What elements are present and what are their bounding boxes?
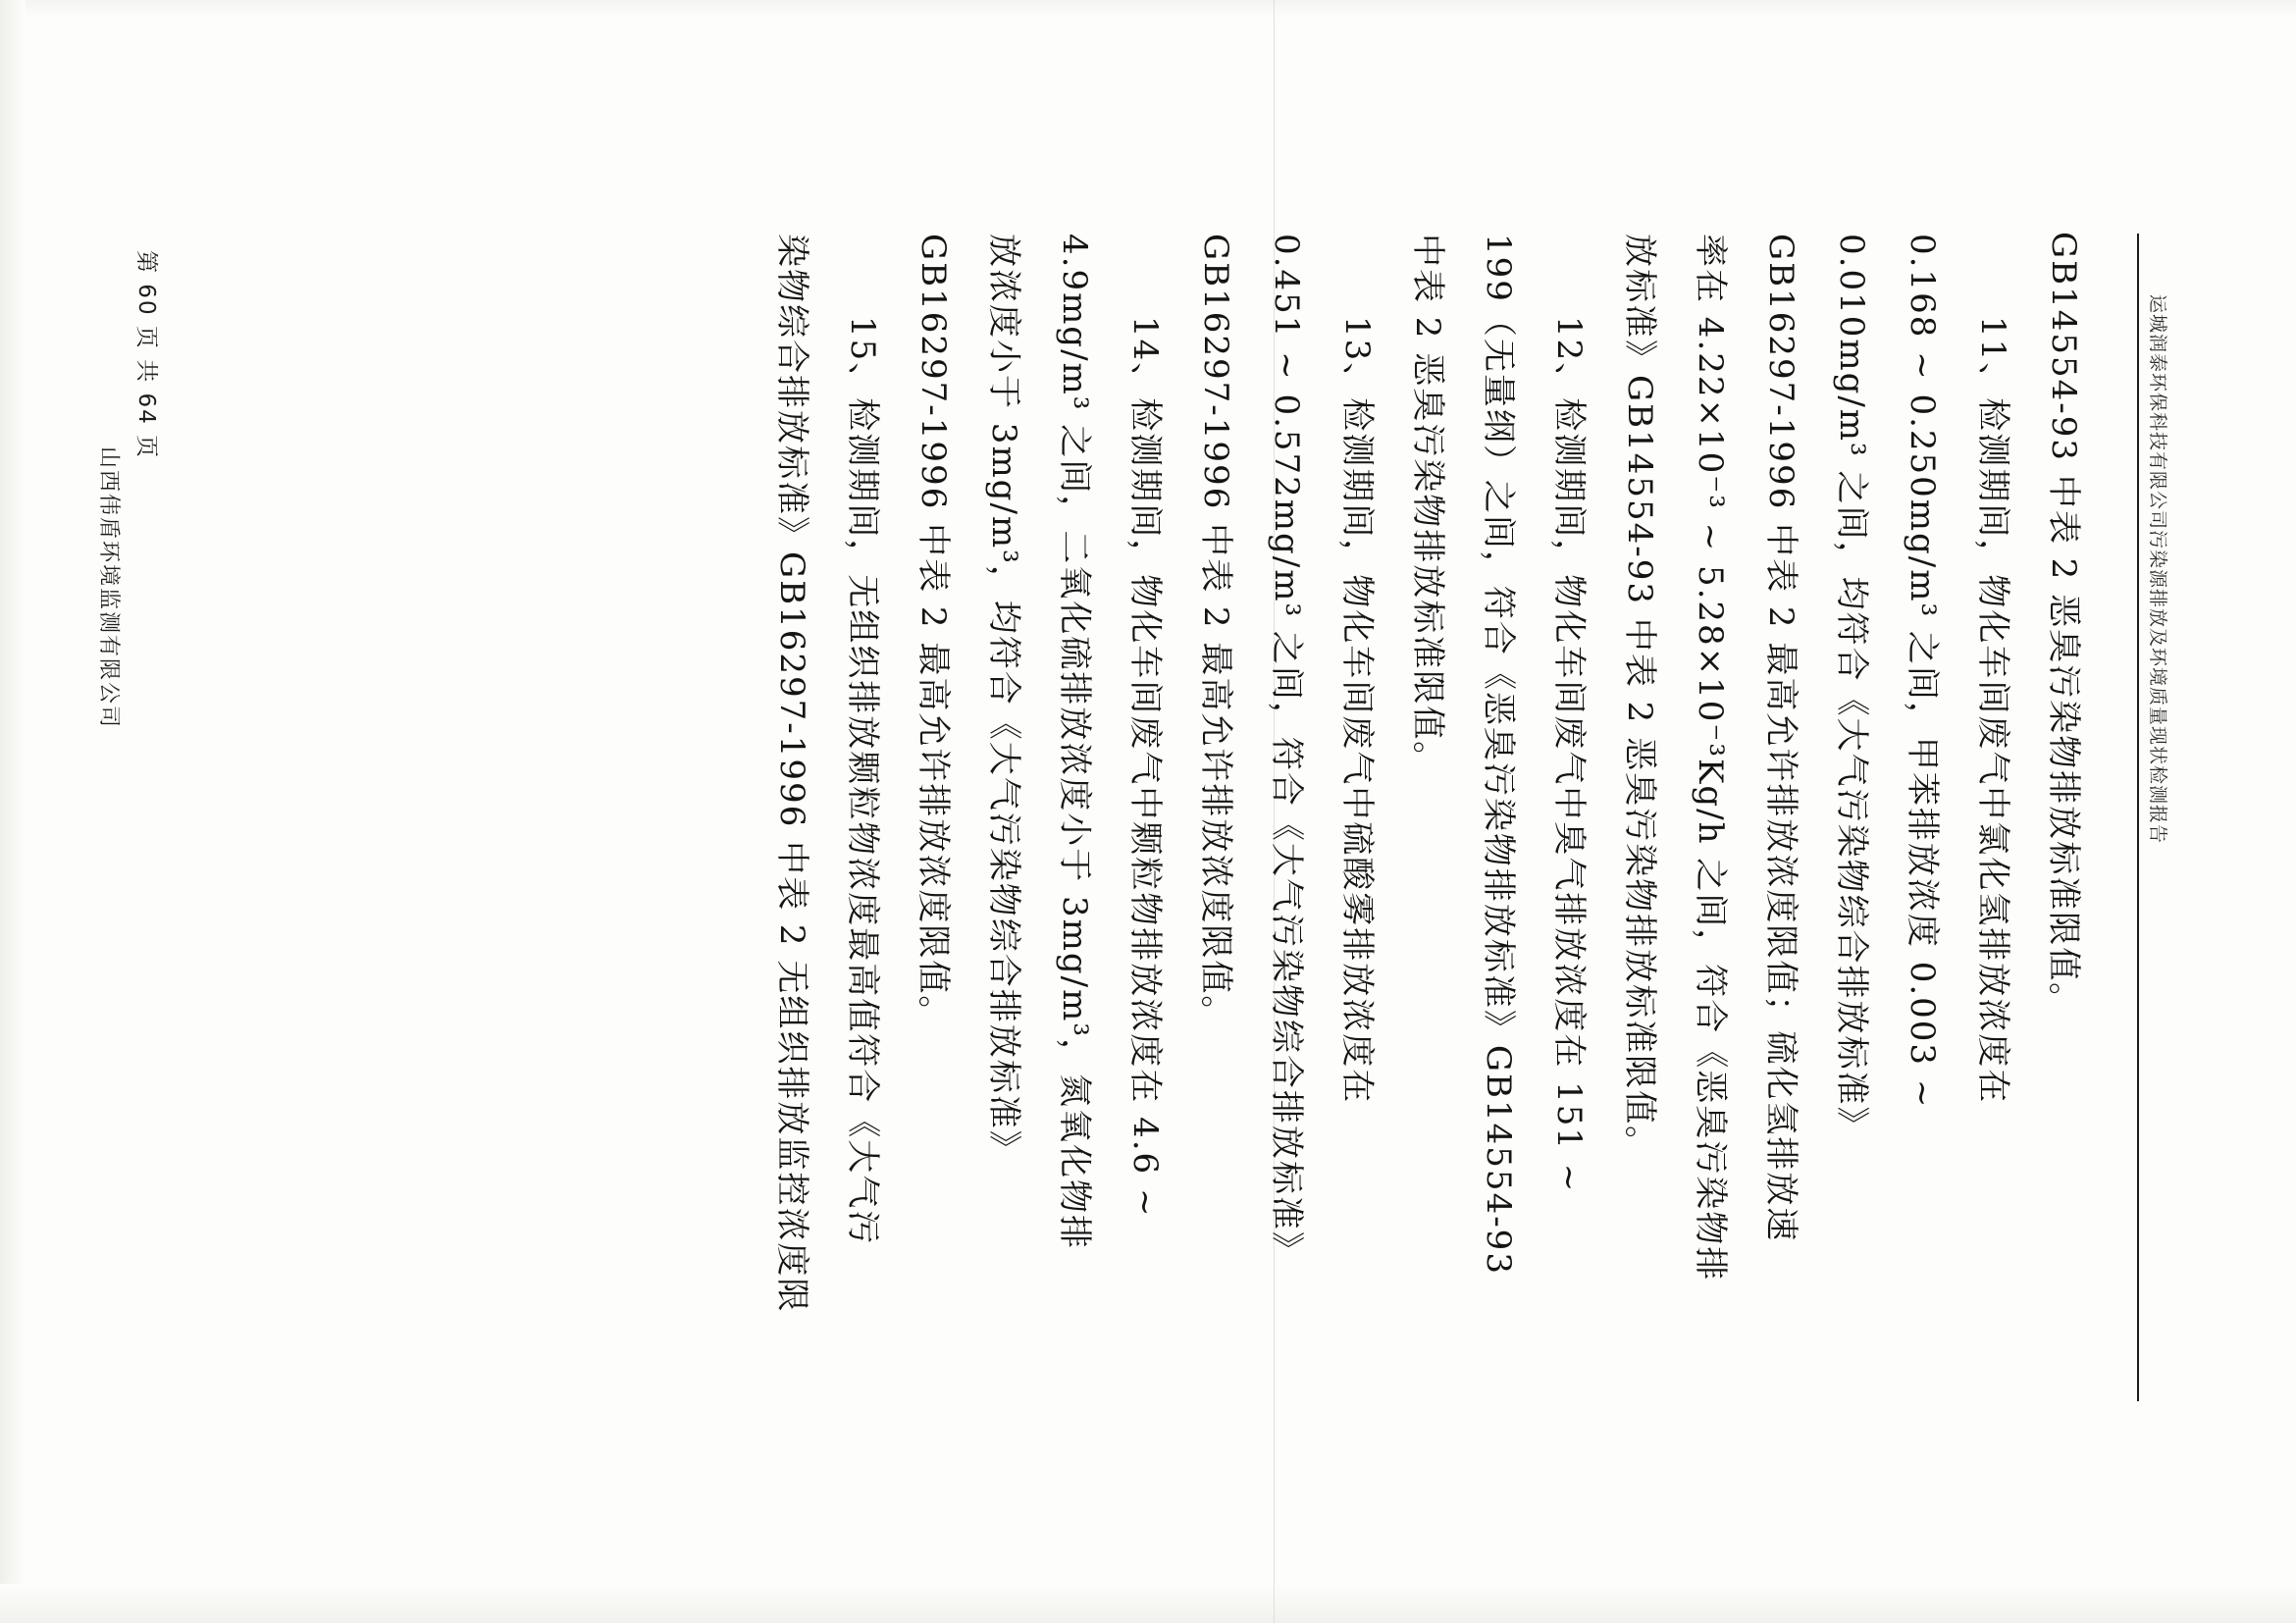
body-line-12: 0.451 ~ 0.572mg/m³ 之间，符合《大气污染物综合排放标准》 (1267, 234, 1306, 1267)
body-line-15: 4.9mg/m³ 之间，二氧化硫排放浓度小于 3mg/m³，氮氧化物排 (1055, 234, 1094, 1250)
scan-edge-left (0, 0, 26, 1623)
body-line-13: GB16297-1996 中表 2 最高允许排放浓度限值。 (1196, 234, 1235, 1031)
page-number: 第 60 页 共 64 页 (133, 250, 159, 460)
scan-edge-bottom (0, 1584, 2296, 1623)
header-rule (2137, 234, 2139, 1401)
body-line-10: 中表 2 恶臭污染物排放标准限值。 (1408, 234, 1447, 777)
body-line-3: 0.168 ~ 0.250mg/m³ 之间，甲苯排放浓度 0.003 ~ (1903, 234, 1942, 1110)
body-line-7: 放标准》GB14554-93 中表 2 恶臭污染物排放标准限值。 (1620, 234, 1659, 1162)
footer-company-name: 山西伟盾环境监测有限公司 (96, 446, 121, 730)
body-line-16: 放浓度小于 3mg/m³，均符合《大气污染物综合排放标准》 (984, 234, 1023, 1166)
body-line-11: 13、检测期间，物化车间废气中硫酸雾排放浓度在 (1337, 316, 1377, 1105)
body-line-2: 11、检测期间，物化车间废气中氯化氢排放浓度在 (1973, 316, 2012, 1105)
body-line-5: GB16297-1996 中表 2 最高允许排放浓度限值；硫化氢排放速 (1761, 234, 1800, 1243)
running-header: 运城润泰环保科技有限公司污染源排放及环境质量现状检测报告 (2147, 294, 2168, 845)
body-line-18: 15、检测期间，无组织排放颗粒物浓度最高值符合《大气污 (843, 316, 882, 1246)
body-line-14: 14、检测期间，物化车间废气中颗粒物排放浓度在 4.6 ~ (1125, 316, 1165, 1219)
body-line-4: 0.010mg/m³ 之间，均符合《大气污染物综合排放标准》 (1832, 234, 1871, 1142)
scan-edge-top (0, 0, 2296, 18)
body-line-17: GB16297-1996 中表 2 最高允许排放浓度限值。 (913, 234, 953, 1031)
body-line-19: 染物综合排放标准》GB16297-1996 中表 2 无组织排放监控浓度限 (772, 234, 811, 1314)
body-line-9: 199（无量纲）之间，符合《恶臭污染物排放标准》GB14554-93 (1479, 234, 1518, 1276)
body-line-1: GB14554-93 中表 2 恶臭污染物排放标准限值。 (2044, 232, 2083, 1019)
body-line-8: 12、检测期间，物化车间废气中臭气排放浓度在 151 ~ (1549, 316, 1589, 1194)
body-line-6: 率在 4.22×10⁻³ ~ 5.28×10⁻³Kg/h 之间，符合《恶臭污染物排 (1691, 234, 1730, 1283)
